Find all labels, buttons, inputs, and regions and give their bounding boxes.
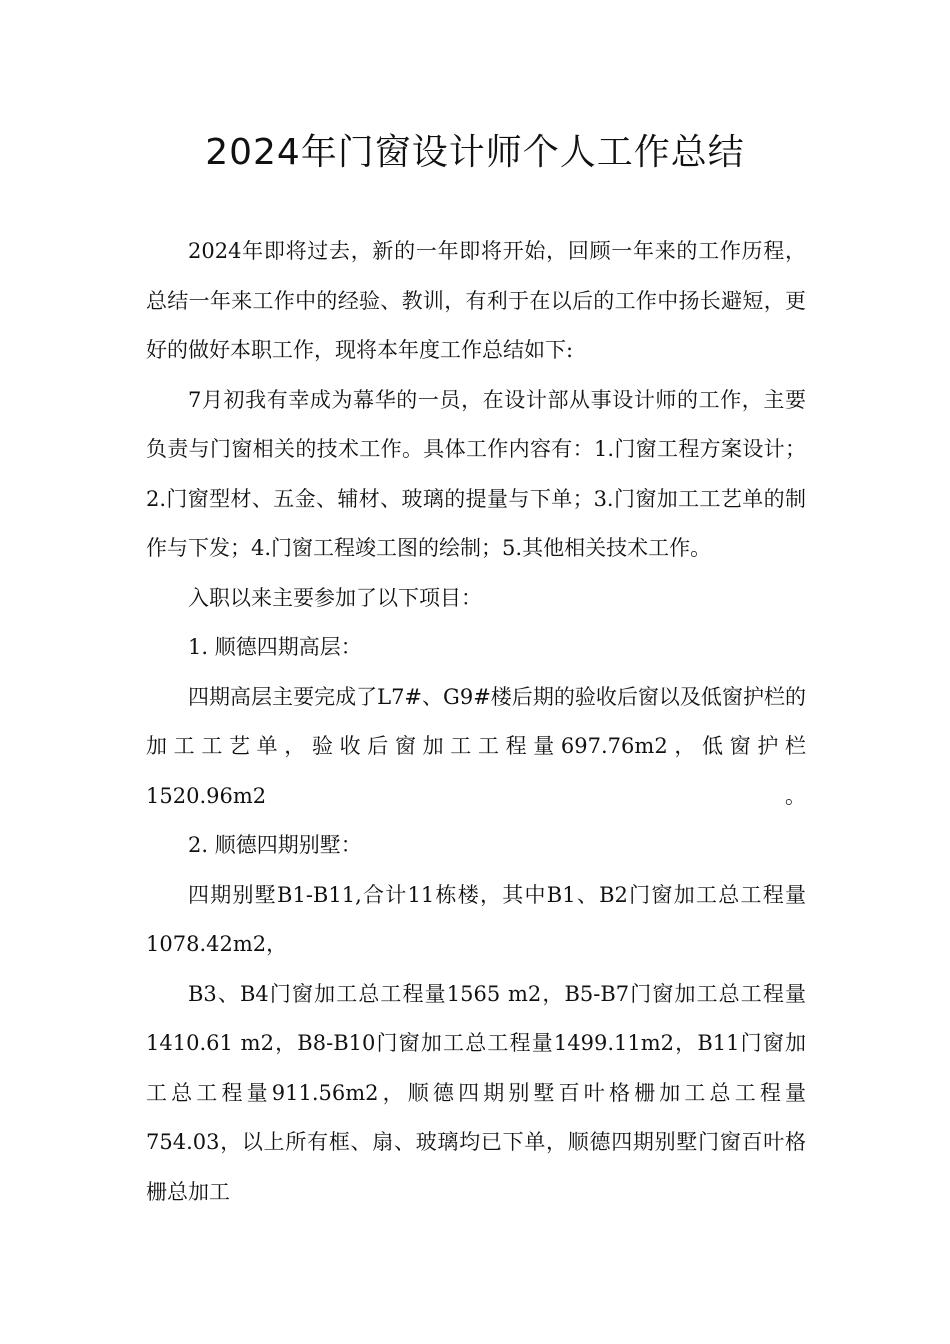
paragraph-job-description: 7月初我有幸成为幕华的一员，在设计部从事设计师的工作，主要负责与门窗相关的技术工作。具体工作内容有：1.门窗工程方案设计；2.门窗型材、五金、辅材、玻璃的提量与下单；3.门窗加工工艺单的制作与下发；4.门窗工程竣工图的绘制；5.其他相关技术工作。: [146, 387, 806, 560]
paragraph-project-1-detail: 四期高层主要完成了L7#、G9#楼后期的验收后窗以及低窗护栏的加工工艺单，验收后窗加工工程量697.76m2，低窗护栏1520.96m2。: [146, 684, 806, 808]
paragraph-project-1-heading: 1. 顺德四期高层：: [188, 635, 362, 659]
paragraph-projects-heading: 入职以来主要参加了以下项目：: [188, 585, 482, 610]
document-title: 2024年门窗设计师个人工作总结: [205, 132, 745, 173]
paragraph-project-2-quantities: B3、B4门窗加工总工程量1565 m2，B5-B7门窗加工总工程量1410.61 m2，B8-B10门窗加工总工程量1499.11m2，B11门窗加工总工程量911.56m2，顺德四期别墅百叶格栅加工总工程量754.03，以上所有框、扇、玻璃均已下单，顺德四期别墅门窗百叶格栅总加工: [146, 981, 806, 1204]
paragraph-intro: 2024年即将过去，新的一年即将开始，回顾一年来的工作历程，总结一年来工作中的经验、教训，有利于在以后的工作中扬长避短，更好的做好本职工作，现将本年度工作总结如下:: [146, 239, 806, 362]
document-body: [146, 227, 806, 1217]
paragraph-project-2-detail: 四期别墅B1-B11,合计11栋楼，其中B1、B2门窗加工总工程量1078.42m2，: [146, 882, 806, 956]
paragraph-project-2-heading: 2. 顺德四期别墅：: [188, 833, 362, 857]
